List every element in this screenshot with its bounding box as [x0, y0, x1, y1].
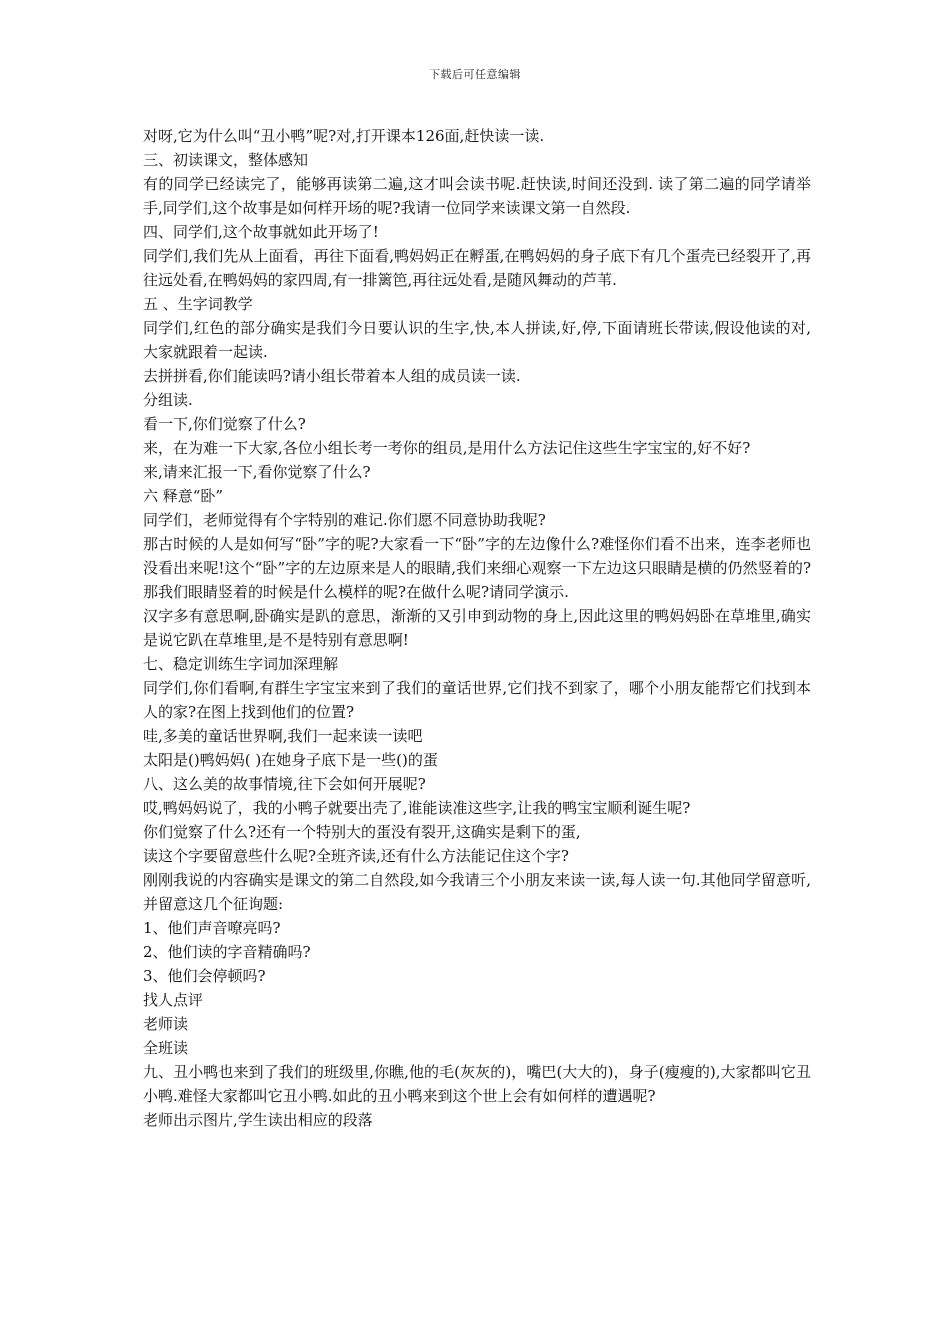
paragraph: 来,请来汇报一下,看你觉察了什么?	[143, 463, 371, 481]
paragraph: 那古时候的人是如何写“卧”字的呢?大家看一下“卧”字的左边像什么?难怪你们看不出来，连李老师也没看出来呢!这个“卧”字的左边原来是人的眼睛,我们来细心观察一下左边这只眼睛是横的仍然竖着的?那我们眼睛竖着的时候是什么模样的呢?在做什么呢?请同学演示.	[143, 535, 811, 601]
paragraph: 读这个字要留意些什么呢?全班齐读,还有什么方法能记住这个字?	[143, 847, 569, 865]
paragraph: 同学们,红色的部分确实是我们今日要认识的生字,快,本人拼读,好,停,下面请班长带读,假设他读的对,大家就跟着一起读.	[143, 319, 811, 361]
paragraph: 刚刚我说的内容确实是课文的第二自然段,如今我请三个小朋友来读一读,每人读一句.其他同学留意听,并留意这几个征询题:	[143, 871, 811, 913]
section-heading: 七、稳定训练生字词加深理解	[143, 655, 339, 673]
section-heading: 九、丑小鸭也来到了我们的班级里,你瞧,他的毛(灰灰的)，嘴巴(大大的)，身子(瘦瘦的),大家都叫它丑小鸭.难怪大家都叫它丑小鸭.如此的丑小鸭来到这个世上会有如何样的遭遇呢?	[143, 1063, 811, 1105]
section-heading: 五 、生字词教学	[143, 295, 253, 313]
list-item: 1、他们声音嘹亮吗?	[143, 919, 281, 937]
paragraph: 同学们，老师觉得有个字特别的难记.你们愿不同意协助我呢?	[143, 511, 546, 529]
paragraph: 太阳是()鸭妈妈( )在她身子底下是一些()的蛋	[143, 751, 438, 769]
paragraph: 哇,多美的童话世界啊,我们一起来读一读吧	[143, 727, 423, 745]
section-heading: 四、同学们,这个故事就如此开场了!	[143, 223, 379, 241]
paragraph: 看一下,你们觉察了什么?	[143, 415, 306, 433]
list-item: 3、他们会停顿吗?	[143, 967, 266, 985]
paragraph: 全班读	[143, 1039, 189, 1057]
paragraph: 有的同学已经读完了，能够再读第二遍,这才叫会读书呢.赶快读,时间还没到. 读了第二遍的同学请举手,同学们,这个故事是如何样开场的呢?我请一位同学来读课文第一自然段.	[143, 175, 811, 217]
document-body	[143, 124, 811, 1132]
page-header: 下载后可任意编辑	[429, 68, 521, 81]
paragraph: 找人点评	[143, 991, 204, 1009]
paragraph: 对呀,它为什么叫“丑小鸭”呢?对,打开课本126面,赶快读一读.	[143, 127, 545, 145]
paragraph: 同学们,你们看啊,有群生字宝宝来到了我们的童话世界,它们找不到家了，哪个小朋友能帮它们找到本人的家?在图上找到他们的位置?	[143, 679, 811, 721]
paragraph: 老师读	[143, 1015, 189, 1033]
section-heading: 六 释意“卧”	[143, 487, 224, 505]
paragraph: 来，在为难一下大家,各位小组长考一考你的组员,是用什么方法记住这些生字宝宝的,好不好?	[143, 439, 751, 457]
list-item: 2、他们读的字音精确吗?	[143, 943, 311, 961]
section-heading: 三、初读课文，整体感知	[143, 151, 309, 169]
paragraph: 老师出示图片,学生读出相应的段落	[143, 1111, 373, 1129]
paragraph: 去拼拼看,你们能读吗?请小组长带着本人组的成员读一读.	[143, 367, 521, 385]
paragraph: 分组读.	[143, 391, 193, 409]
paragraph: 汉字多有意思啊,卧确实是趴的意思，渐渐的又引申到动物的身上,因此这里的鸭妈妈卧在草堆里,确实是说它趴在草堆里,是不是特别有意思啊!	[143, 607, 811, 649]
paragraph: 哎,鸭妈妈说了，我的小鸭子就要出壳了,谁能读准这些字,让我的鸭宝宝顺利诞生呢?	[143, 799, 691, 817]
section-heading: 八、这么美的故事情境,往下会如何开展呢?	[143, 775, 426, 793]
paragraph: 你们觉察了什么?还有一个特别大的蛋没有裂开,这确实是剩下的蛋,	[143, 823, 581, 841]
paragraph: 同学们,我们先从上面看，再往下面看,鸭妈妈正在孵蛋,在鸭妈妈的身子底下有几个蛋壳已经裂开了,再往远处看,在鸭妈妈的家四周,有一排篱笆,再往远处看,是随风舞动的芦苇.	[143, 247, 811, 289]
